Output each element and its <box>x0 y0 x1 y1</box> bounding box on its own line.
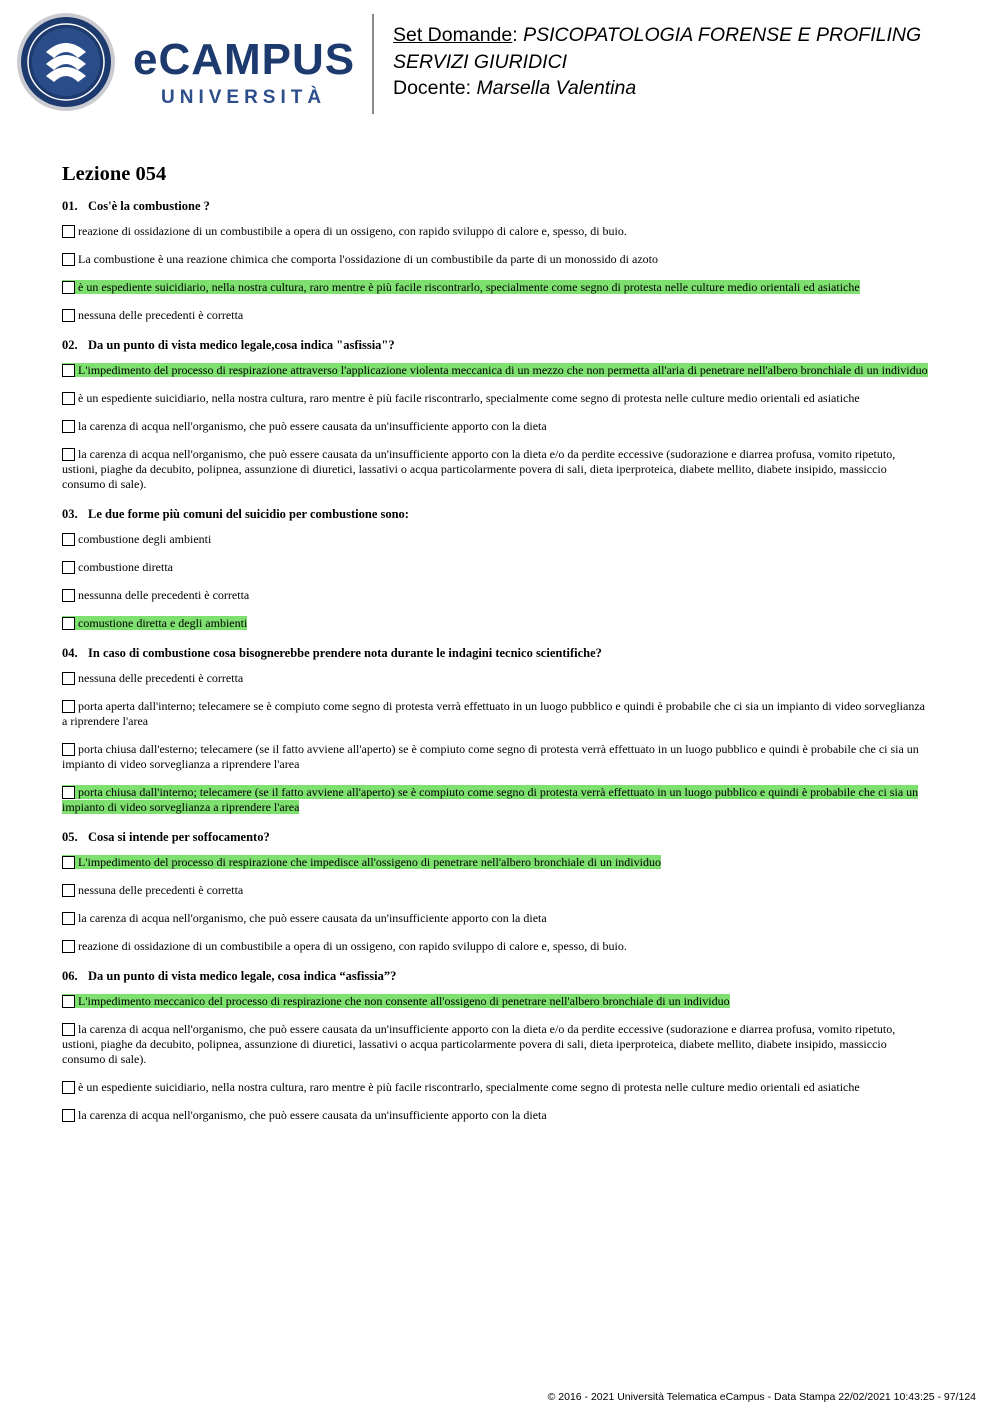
question-block <box>62 829 932 954</box>
teacher-label: Docente: <box>393 77 472 99</box>
logo-wordmark: eCAMPUS <box>133 35 356 84</box>
answer-label: nessuna delle precedenti è corretta <box>78 671 244 685</box>
answer-text-correct <box>62 994 730 1008</box>
answer-option <box>62 911 932 926</box>
answer-text <box>62 224 627 238</box>
answer-text-correct <box>62 616 247 630</box>
answer-option <box>62 742 932 772</box>
question-block <box>62 506 932 631</box>
question-label: Le due forme più comuni del suicidio per combustione sono: <box>88 507 409 521</box>
answer-text <box>62 699 925 728</box>
set-line <box>393 22 983 75</box>
main-content <box>62 160 932 1137</box>
answer-checkbox[interactable] <box>62 281 75 294</box>
answer-option <box>62 447 932 492</box>
answer-label: porta chiusa dall'esterno; telecamere (se il fatto avviene all'aperto) se è compiuto come segno di protesta verrà effettuato in un luogo pubblico e quindi è probabile che ci sia un impianto di video sorveglianza a riprendere l'area <box>62 742 919 771</box>
answer-label: nessunna delle precedenti è corretta <box>78 588 250 602</box>
question-block <box>62 337 932 492</box>
answer-checkbox[interactable] <box>62 884 75 897</box>
answer-option <box>62 419 932 434</box>
answer-label: porta aperta dall'interno; telecamere se è compiuto come segno di protesta verrà effettuato in un luogo pubblico e quindi è probabile che ci sia un impianto di video sorveglianza a riprendere l'area <box>62 699 925 728</box>
set-colon: : <box>512 24 524 46</box>
answer-text <box>62 742 919 771</box>
answer-option <box>62 1080 932 1095</box>
answer-option <box>62 224 932 239</box>
lesson-title: Lezione 054 <box>62 163 167 185</box>
question-number: 05. <box>62 830 78 844</box>
question-label: Cos'è la combustione ? <box>88 199 210 213</box>
answer-label: nessuna delle precedenti è corretta <box>78 308 244 322</box>
question-number: 02. <box>62 338 78 352</box>
answer-option <box>62 939 932 954</box>
answer-label: è un espediente suicidiario, nella nostra cultura, raro mentre è più facile riscontrarlo, specialmente come segno di protesta nelle culture medio orientali ed asiatiche <box>78 1080 860 1094</box>
answer-label: la carenza di acqua nell'organismo, che può essere causata da un'insufficiente apporto con la dieta e/o da perdite eccessive (sudorazione e diarrea profusa, vomito ripetuto, ustioni, piaghe da decubito, polipnea, assunzione di diuretici, lassativi o acqua particolarmente povera di sali, dieta iperproteica, diabete mellito, diabete insipido, massiccio consumo di sale). <box>62 447 896 491</box>
answer-checkbox[interactable] <box>62 912 75 925</box>
answer-text-correct <box>62 855 661 869</box>
answer-text <box>62 532 211 546</box>
answer-label: nessuna delle precedenti è corretta <box>78 883 244 897</box>
question-list <box>62 198 932 1123</box>
question-number: 03. <box>62 507 78 521</box>
answer-text <box>62 252 658 266</box>
answer-text <box>62 939 627 953</box>
question-number: 04. <box>62 646 78 660</box>
answer-label: combustione diretta <box>78 560 173 574</box>
page-footer: © 2016 - 2021 Università Telematica eCampus - Data Stampa 22/02/2021 10:43:25 - 97/124 <box>547 1391 976 1403</box>
answer-option <box>62 560 932 575</box>
answer-text <box>62 1022 895 1066</box>
answer-text-correct <box>62 785 918 814</box>
answer-option <box>62 1108 932 1123</box>
answer-label: comustione diretta e degli ambienti <box>78 616 248 630</box>
answer-option <box>62 588 932 603</box>
answer-label: combustione degli ambienti <box>78 532 212 546</box>
set-value: PSICOPATOLOGIA FORENSE E PROFILING SERVIZI GIURIDICI <box>393 24 922 73</box>
question-block <box>62 968 932 1123</box>
answer-text <box>62 1108 547 1122</box>
question-label: Cosa si intende per soffocamento? <box>88 830 270 844</box>
question-text <box>62 968 932 984</box>
answer-checkbox[interactable] <box>62 672 75 685</box>
answer-checkbox[interactable] <box>62 309 75 322</box>
answer-label: la carenza di acqua nell'organismo, che può essere causata da un'insufficiente apporto con la dieta <box>78 419 547 433</box>
ecampus-logo-icon <box>16 12 116 112</box>
answer-text <box>62 671 243 685</box>
answer-checkbox[interactable] <box>62 700 75 713</box>
answer-text-correct <box>62 363 928 377</box>
question-label: Da un punto di vista medico legale, cosa indica “asfissia”? <box>88 969 397 983</box>
answer-checkbox[interactable] <box>62 448 75 461</box>
logo-subtitle: UNIVERSITÀ <box>161 87 327 108</box>
answer-checkbox[interactable] <box>62 1023 75 1036</box>
answer-text-correct <box>62 280 860 294</box>
answer-checkbox[interactable] <box>62 364 75 377</box>
answer-option <box>62 855 932 870</box>
question-block <box>62 198 932 323</box>
answer-option <box>62 1022 932 1067</box>
question-text <box>62 829 932 845</box>
answer-label: la carenza di acqua nell'organismo, che può essere causata da un'insufficiente apporto con la dieta e/o da perdite eccessive (sudorazione e diarrea profusa, vomito ripetuto, ustioni, piaghe da decubito, polipnea, assunzione di diuretici, lassativi o acqua particolarmente povera di sali, dieta iperproteica, diabete mellito, diabete insipido, massiccio consumo di sale). <box>62 1022 896 1066</box>
answer-checkbox[interactable] <box>62 743 75 756</box>
answer-option <box>62 785 932 815</box>
answer-text <box>62 391 860 405</box>
answer-text <box>62 1080 860 1094</box>
answer-option <box>62 308 932 323</box>
answer-checkbox[interactable] <box>62 561 75 574</box>
answer-text <box>62 419 547 433</box>
question-text <box>62 506 932 522</box>
answer-checkbox[interactable] <box>62 589 75 602</box>
answer-option <box>62 252 932 267</box>
question-text <box>62 645 932 661</box>
answer-checkbox[interactable] <box>62 420 75 433</box>
answer-checkbox[interactable] <box>62 533 75 546</box>
answer-checkbox[interactable] <box>62 856 75 869</box>
answer-option <box>62 671 932 686</box>
answer-checkbox[interactable] <box>62 253 75 266</box>
answer-option <box>62 363 932 378</box>
answer-text <box>62 560 173 574</box>
answer-label: la carenza di acqua nell'organismo, che può essere causata da un'insufficiente apporto con la dieta <box>78 1108 547 1122</box>
question-number: 01. <box>62 199 78 213</box>
question-text <box>62 337 932 353</box>
answer-label: è un espediente suicidiario, nella nostra cultura, raro mentre è più facile riscontrarlo, specialmente come segno di protesta nelle culture medio orientali ed asiatiche <box>78 391 860 405</box>
header-info <box>393 22 983 102</box>
question-text <box>62 198 932 214</box>
answer-checkbox[interactable] <box>62 1109 75 1122</box>
answer-checkbox[interactable] <box>62 225 75 238</box>
answer-checkbox[interactable] <box>62 940 75 953</box>
answer-option <box>62 994 932 1009</box>
answer-label: L'impedimento meccanico del processo di respirazione che non consente all'ossigeno di penetrare nell'albero bronchiale di un individuo <box>78 994 730 1008</box>
answer-label: reazione di ossidazione di un combustibile a opera di un ossigeno, con rapido sviluppo di calore e, spesso, di buio. <box>78 224 627 238</box>
answer-checkbox[interactable] <box>62 617 75 630</box>
page-header <box>0 0 1000 130</box>
answer-checkbox[interactable] <box>62 1081 75 1094</box>
answer-checkbox[interactable] <box>62 995 75 1008</box>
answer-text <box>62 308 243 322</box>
answer-option <box>62 699 932 729</box>
answer-checkbox[interactable] <box>62 786 75 799</box>
answer-option <box>62 532 932 547</box>
answer-text <box>62 883 243 897</box>
answer-text <box>62 447 895 491</box>
answer-option <box>62 391 932 406</box>
question-number: 06. <box>62 969 78 983</box>
answer-label: è un espediente suicidiario, nella nostra cultura, raro mentre è più facile riscontrarlo, specialmente come segno di protesta nelle culture medio orientali ed asiatiche <box>78 280 860 294</box>
question-label: In caso di combustione cosa bisognerebbe prendere nota durante le indagini tecnico scientifiche? <box>88 646 602 660</box>
answer-label: la carenza di acqua nell'organismo, che può essere causata da un'insufficiente apporto con la dieta <box>78 911 547 925</box>
answer-label: L'impedimento del processo di respirazione attraverso l'applicazione violenta meccanica di un mezzo che non permetta all'aria di penetrare nell'albero bronchiale di un individuo <box>78 363 928 377</box>
answer-label: reazione di ossidazione di un combustibile a opera di un ossigeno, con rapido sviluppo di calore e, spesso, di buio. <box>78 939 627 953</box>
answer-text <box>62 588 249 602</box>
teacher-value: Marsella Valentina <box>476 77 637 99</box>
teacher-line <box>393 75 983 102</box>
answer-text <box>62 911 547 925</box>
question-label: Da un punto di vista medico legale,cosa indica "asfissia"? <box>88 338 395 352</box>
answer-option <box>62 616 932 631</box>
answer-option <box>62 280 932 295</box>
answer-checkbox[interactable] <box>62 392 75 405</box>
answer-option <box>62 883 932 898</box>
question-block <box>62 645 932 815</box>
answer-label: porta chiusa dall'interno; telecamere (se il fatto avviene all'aperto) se è compiuto come segno di protesta verrà effettuato in un luogo pubblico e quindi è probabile che ci sia un impianto di video sorveglianza a riprendere l'area <box>62 785 919 814</box>
header-divider <box>372 14 374 114</box>
answer-label: La combustione è una reazione chimica che comporta l'ossidazione di un combustibile da parte di un monossido di azoto <box>78 252 658 266</box>
answer-label: L'impedimento del processo di respirazione che impedisce all'ossigeno di penetrare nell'albero bronchiale di un individuo <box>78 855 661 869</box>
set-label: Set Domande <box>393 24 513 46</box>
